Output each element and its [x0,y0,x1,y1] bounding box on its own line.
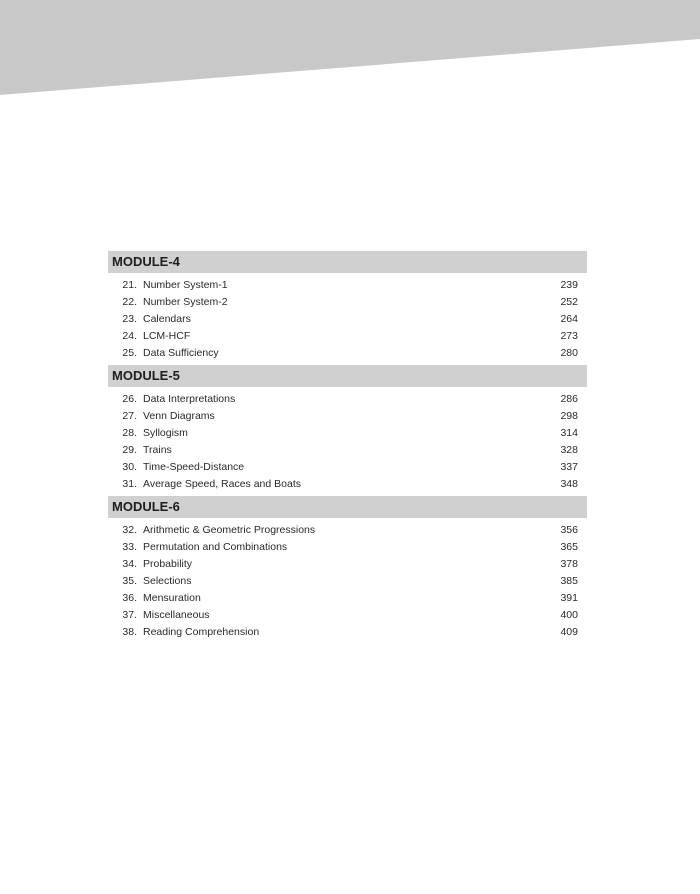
entry-title: LCM-HCF [143,330,191,342]
entry-title: Probability [143,558,193,570]
entry-number: 25. [122,347,137,359]
entry-page-number: 280 [560,347,578,359]
entry-number: 28. [122,427,137,439]
toc-entry[interactable] [108,573,587,590]
entry-number: 33. [122,541,137,553]
entry-page-number: 239 [560,279,578,291]
entry-page-number: 328 [560,444,578,456]
toc-entry[interactable] [108,624,587,641]
entry-title: Mensuration [143,592,201,604]
module-6-section [108,496,587,644]
toc-entry[interactable] [108,590,587,607]
toc-entry[interactable] [108,476,587,493]
entry-title: Data Interpretations [143,393,236,405]
entry-number: 21. [122,279,137,291]
entry-page-number: 378 [560,558,578,570]
entry-title: Number System-2 [143,296,228,308]
entry-title: Average Speed, Races and Boats [143,478,301,490]
toc-entry[interactable] [108,522,587,539]
entry-number: 29. [122,444,137,456]
entry-title: Calendars [143,313,191,325]
toc-entry[interactable] [108,539,587,556]
toc-entry[interactable] [108,311,587,328]
entry-number: 37. [122,609,137,621]
module-5-section [108,365,587,496]
entry-page-number: 391 [560,592,578,604]
entry-number: 30. [122,461,137,473]
entry-page-number: 298 [560,410,578,422]
entry-number: 31. [122,478,137,490]
entry-title: Arithmetic & Geometric Progressions [143,524,316,536]
module-entry-list [108,387,587,496]
toc-entry[interactable] [108,328,587,345]
entry-page-number: 385 [560,575,578,587]
entry-page-number: 356 [560,524,578,536]
top-decorative-band [0,0,700,100]
entry-title: Miscellaneous [143,609,210,621]
entry-title: Permutation and Combinations [143,541,288,553]
toc-entry[interactable] [108,391,587,408]
entry-page-number: 400 [560,609,578,621]
entry-page-number: 264 [560,313,578,325]
toc-entry[interactable] [108,556,587,573]
module-header: MODULE-5 [108,365,587,387]
entry-number: 34. [122,558,137,570]
entry-title: Trains [143,444,172,456]
toc-entry[interactable] [108,442,587,459]
entry-number: 23. [122,313,137,325]
module-entry-list [108,273,587,365]
entry-page-number: 252 [560,296,578,308]
entry-number: 38. [122,626,137,638]
entry-number: 27. [122,410,137,422]
entry-page-number: 348 [560,478,578,490]
toc-entry[interactable] [108,607,587,624]
entry-page-number: 365 [560,541,578,553]
entry-page-number: 286 [560,393,578,405]
entry-number: 26. [122,393,137,405]
entry-page-number: 314 [560,427,578,439]
module-header: MODULE-4 [108,251,587,273]
toc-entry[interactable] [108,425,587,442]
toc-entry[interactable] [108,294,587,311]
toc-entry[interactable] [108,345,587,362]
entry-number: 32. [122,524,137,536]
toc-entry[interactable] [108,277,587,294]
entry-title: Data Sufficiency [143,347,219,359]
module-entry-list [108,518,587,644]
entry-number: 36. [122,592,137,604]
toc-entry[interactable] [108,459,587,476]
entry-title: Venn Diagrams [143,410,215,422]
entry-page-number: 337 [560,461,578,473]
toc-entry[interactable] [108,408,587,425]
module-4-section [108,251,587,365]
entry-title: Reading Comprehension [143,626,260,638]
entry-number: 35. [122,575,137,587]
entry-title: Syllogism [143,427,188,439]
entry-number: 22. [122,296,137,308]
entry-title: Selections [143,575,192,587]
entry-number: 24. [122,330,137,342]
table-of-contents [108,251,587,644]
entry-title: Time-Speed-Distance [143,461,245,473]
module-header: MODULE-6 [108,496,587,518]
entry-title: Number System-1 [143,279,228,291]
entry-page-number: 409 [560,626,578,638]
entry-page-number: 273 [560,330,578,342]
